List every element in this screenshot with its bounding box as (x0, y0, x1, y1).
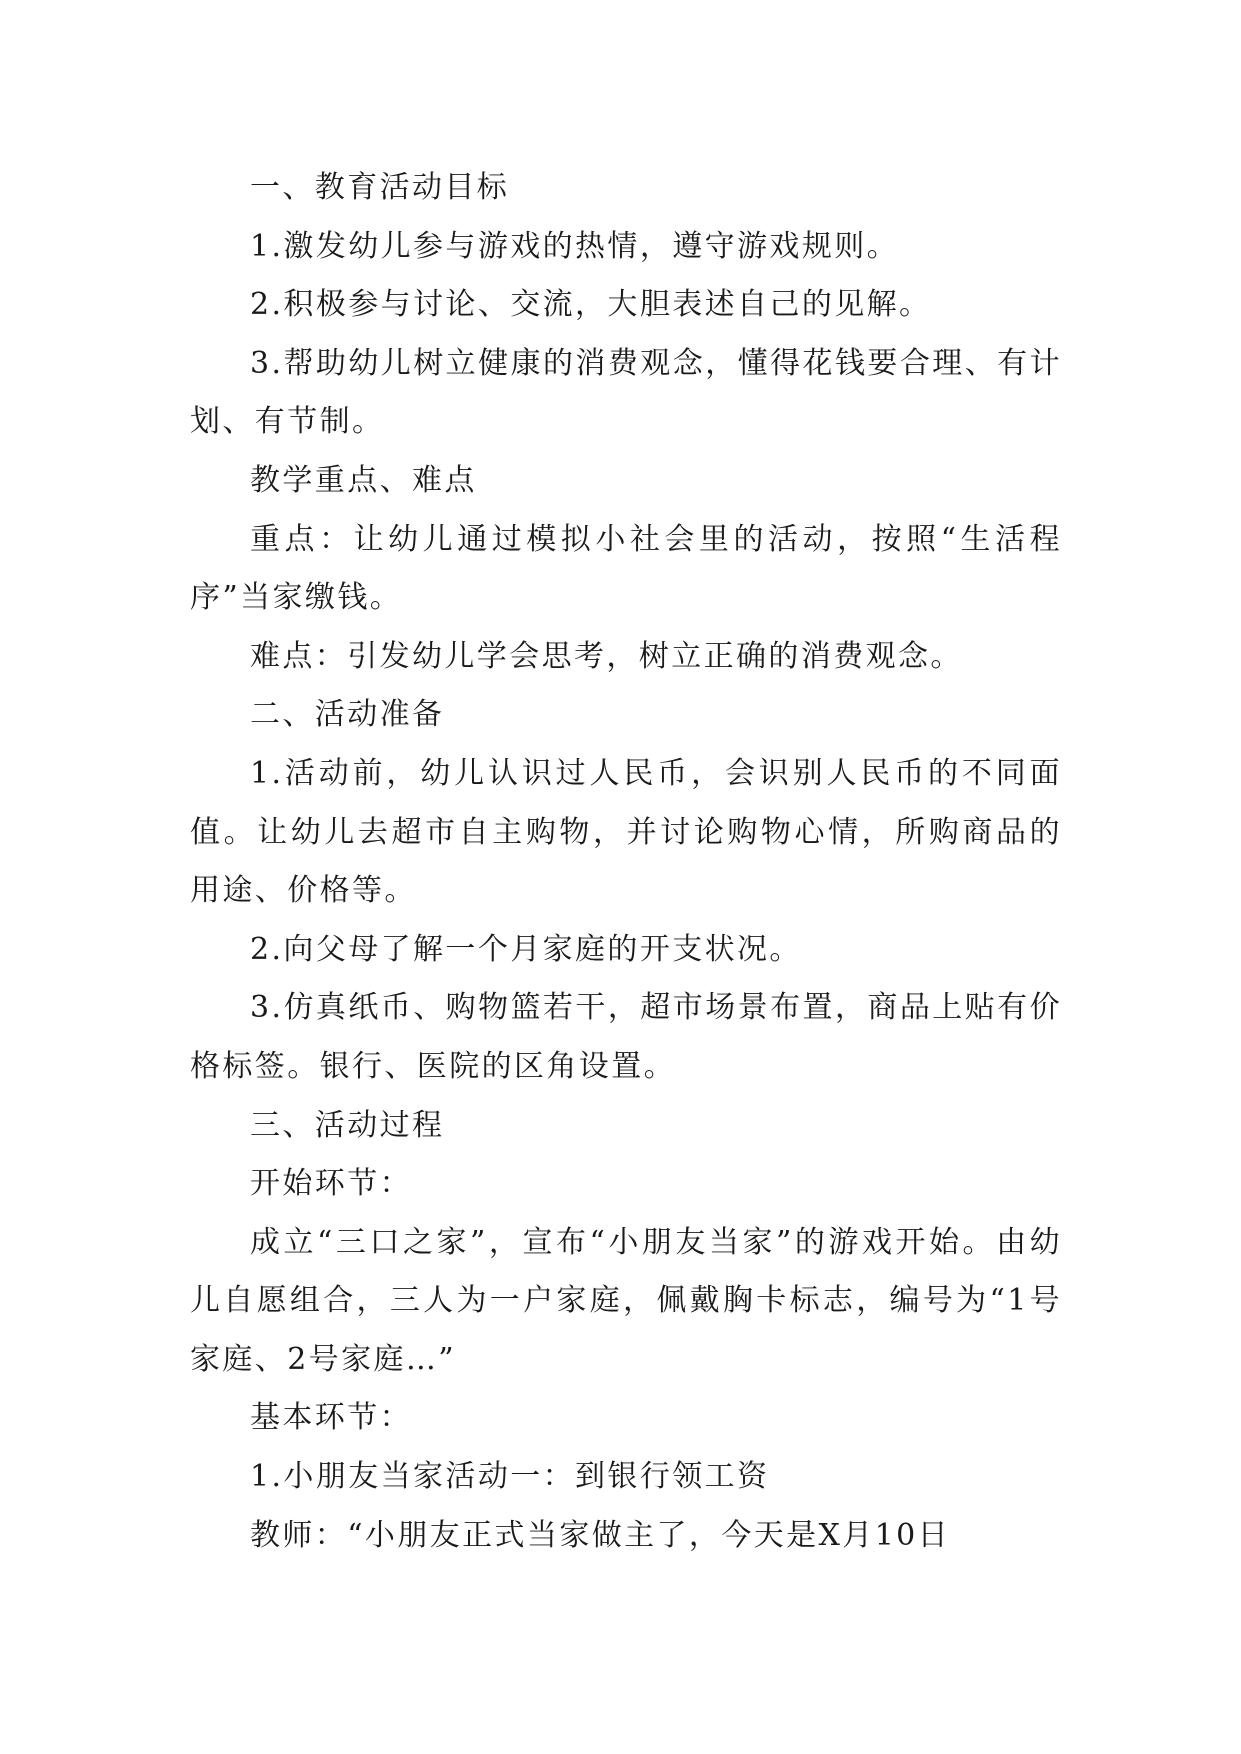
goal-item-2: 2.积极参与讨论、交流，大胆表述自己的见解。 (250, 287, 932, 323)
section-heading-preparation: 二、活动准备 (250, 697, 445, 733)
key-point-paragraph: 重点：让幼儿通过模拟小社会里的活动，按照“生活程序”当家缴钱。 (190, 521, 1062, 616)
opening-stage-paragraph: 成立“三口之家”，宣布“小朋友当家”的游戏开始。由幼儿自愿组合，三人为一户家庭，佩戴胸卡标志，编号为“1号家庭、2号家庭…” (190, 1224, 1062, 1377)
difficulty-paragraph: 难点：引发幼儿学会思考，树立正确的消费观念。 (250, 638, 963, 674)
section-heading-process: 三、活动过程 (250, 1107, 445, 1143)
preparation-item-3: 3.仿真纸币、购物篮若干，超市场景布置，商品上贴有价格标签。银行、医院的区角设置。 (190, 990, 1062, 1084)
preparation-item-1: 1.活动前，幼儿认识过人民币，会识别人民币的不同面值。让幼儿去超市自主购物，并讨论购物心情，所购商品的用途、价格等。 (190, 755, 1062, 909)
document-body (190, 159, 1062, 1565)
activity-one-heading: 1.小朋友当家活动一：到银行领工资 (250, 1459, 770, 1495)
section-heading-goals: 一、教育活动目标 (250, 170, 510, 205)
key-points-heading: 教学重点、难点 (250, 462, 477, 498)
goal-item-1: 1.激发幼儿参与游戏的热情，遵守游戏规则。 (250, 228, 900, 264)
goal-item-3: 3.帮助幼儿树立健康的消费观念，懂得花钱要合理、有计划、有节制。 (190, 345, 1062, 440)
preparation-item-2: 2.向父母了解一个月家庭的开支状况。 (250, 931, 802, 967)
teacher-dialogue-paragraph: 教师：“小朋友正式当家做主了，今天是X月10日 (250, 1517, 951, 1553)
opening-stage-heading: 开始环节： (250, 1166, 412, 1202)
basic-stage-heading: 基本环节： (250, 1400, 412, 1436)
